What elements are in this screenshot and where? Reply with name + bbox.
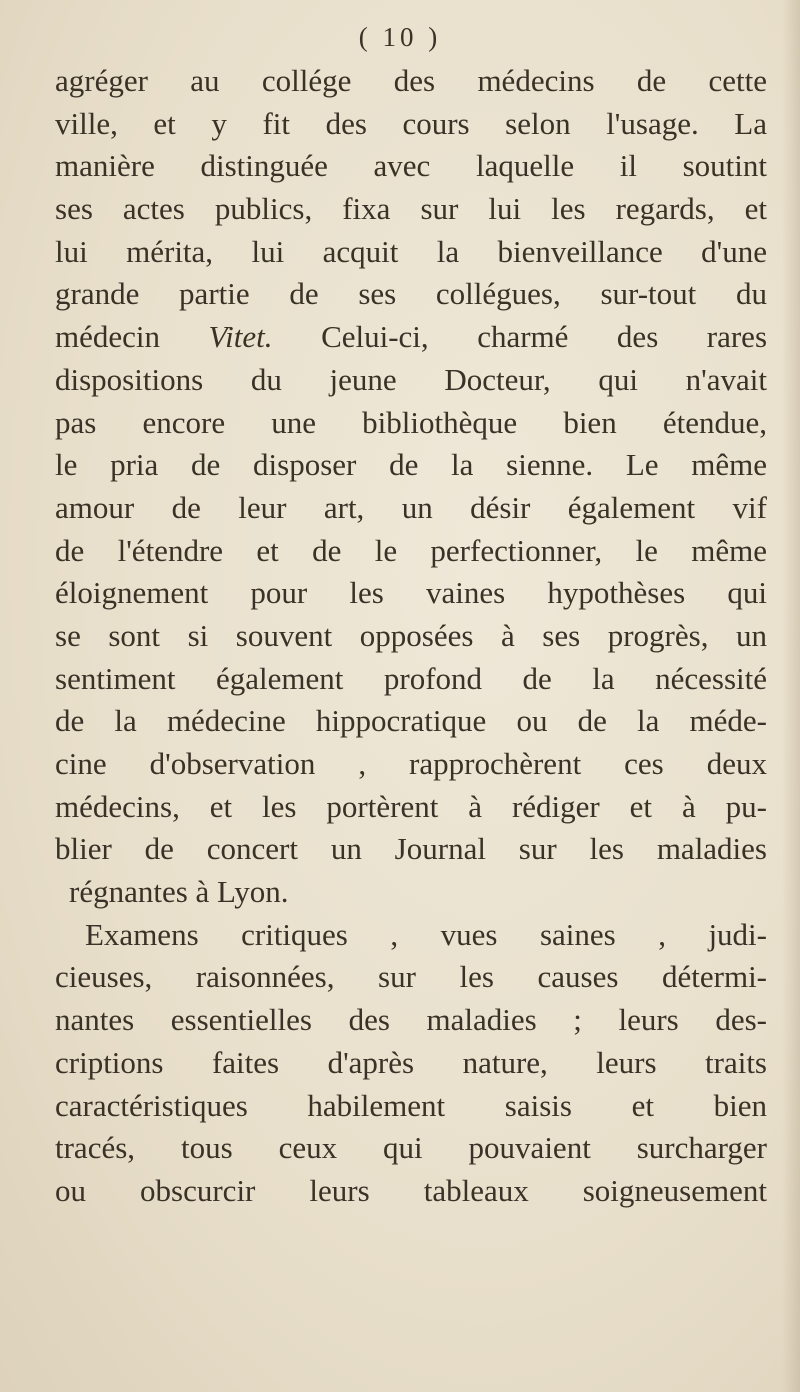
text-line-27: ou obscurcir leurs tableaux soigneusement: [55, 1172, 767, 1208]
text-line-9: pas encore une bibliothèque bien étendue,: [55, 404, 767, 440]
text-line-1: agréger au collége des médecins de cette: [55, 63, 767, 98]
text-line-5: lui mérita, lui acquit la bienveillance d'une: [55, 233, 767, 269]
text-line-10: le pria de disposer de la sienne. Le même: [55, 447, 767, 483]
text-line-17: cine d'observation , rapprochèrent ces deux: [55, 746, 767, 781]
text-line-16: de la médecine hippocratique ou de la méde-: [55, 703, 767, 739]
text-line-2: ville, et y fit des cours selon l'usage. La: [55, 105, 767, 141]
text-line-4: ses actes publics, fixa sur lui les regards, et: [55, 191, 767, 227]
text-line-3: manière distinguée avec laquelle il soutint: [55, 148, 767, 184]
text-line-11: amour de leur art, un désir également vif: [55, 489, 767, 525]
text-line-26: tracés, tous ceux qui pouvaient surcharger: [55, 1130, 767, 1166]
text-line-15: sentiment également profond de la nécessité: [55, 660, 767, 696]
text-line-6: grande partie de ses collégues, sur-tout du: [55, 276, 767, 312]
text-line-12: de l'étendre et de le perfectionner, le même: [55, 532, 767, 568]
text-line-7-end: Celui-ci, charmé des rares: [321, 319, 768, 355]
text-line-23: nantes essentielles des maladies ; leurs des-: [55, 1002, 767, 1038]
page-edge-shadow: [782, 0, 800, 1392]
name-vitet: Vitet.: [208, 319, 273, 355]
text-line-7: [55, 316, 767, 359]
text-line-20: régnantes à Lyon.: [69, 874, 289, 910]
text-line-19: blier de concert un Journal sur les maladies: [55, 831, 767, 867]
text-line-21: Examens critiques , vues saines , judi-: [85, 916, 767, 952]
text-line-18: médecins, et les portèrent à rédiger et à pu-: [55, 788, 767, 824]
text-line-13: éloignement pour les vaines hypothèses qui: [55, 575, 767, 611]
page-number: ( 10 ): [358, 22, 442, 52]
text-line-24: criptions faites d'après nature, leurs traits: [55, 1044, 767, 1080]
text-line-25: caractéristiques habilement saisis et bien: [55, 1087, 767, 1123]
text-line-8: dispositions du jeune Docteur, qui n'avait: [55, 361, 767, 397]
body-text: [55, 60, 767, 1213]
text-line-22: cieuses, raisonnées, sur les causes détermi-: [55, 959, 767, 995]
text-line-14: se sont si souvent opposées à ses progrès, un: [55, 617, 767, 653]
text-line-7-start: médecin: [55, 319, 161, 355]
